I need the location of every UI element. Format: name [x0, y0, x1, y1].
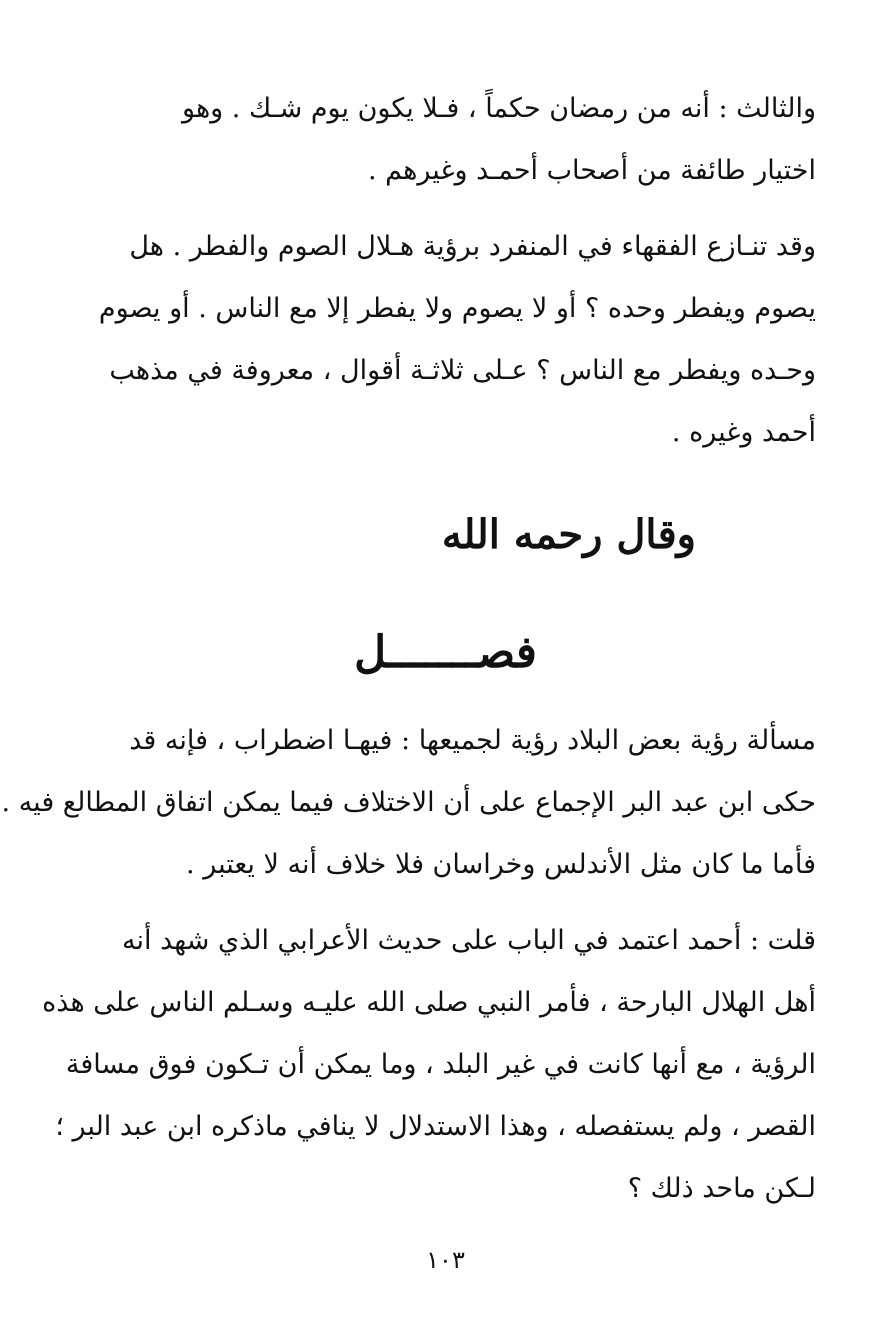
text-line: حكى ابن عبد البر الإجماع على أن الاختلاف فيما يمكن اتفاق المطالع فيه . — [1, 787, 816, 818]
text-line: وقد تنـازع الفقهاء في المنفرد برؤية هـلال الصوم والفطر . هل — [129, 231, 816, 262]
text-line: قلت : أحمد اعتمد في الباب على حديث الأعرابي الذي شهد أنه — [122, 925, 816, 956]
text-line: الرؤية ، مع أنها كانت في غير البلد ، وما يمكن أن تـكون فوق مسافة — [65, 1049, 816, 1080]
paragraph-ahmad-opinion — [42, 910, 816, 1220]
text-line: والثالث : أنه من رمضان حكماً ، فـلا يكون يوم شـك . وهو — [182, 93, 816, 124]
page-number: ١٠٣ — [426, 1246, 465, 1274]
text-line: أهل الهلال البارحة ، فأمر النبي صلى الله عليـه وسـلم الناس على هذه — [42, 987, 816, 1018]
fasl-title: فصـــــــل — [354, 627, 537, 678]
paragraph-moon-sighting-issue — [1, 710, 816, 896]
text-line: اختيار طائفة من أصحاب أحمـد وغيرهم . — [367, 155, 816, 186]
text-line: لـكن ماحد ذلك ؟ — [627, 1173, 816, 1204]
text-line: يصوم ويفطر وحده ؟ أو لا يصوم ولا يفطر إلا مع الناس . أو يصوم — [98, 293, 816, 324]
section-heading-waqal: وقال رحمه الله — [441, 511, 696, 558]
text-line: فأما ما كان مثل الأندلس وخراسان فلا خلاف أنه لا يعتبر . — [186, 849, 816, 880]
section-heading-fasl — [0, 618, 891, 688]
paragraph-third-opinion — [100, 78, 816, 202]
paragraph-jurists-dispute — [100, 216, 816, 464]
text-line: القصر ، ولم يستفصله ، وهذا الاستدلال لا ينافي ماذكره ابن عبد البر ؛ — [55, 1111, 816, 1142]
text-line: أحمد وغيره . — [671, 417, 816, 448]
text-line: وحـده ويفطر مع الناس ؟ عـلى ثلاثـة أقوال ، معروفة في مذهب — [109, 355, 816, 386]
text-line: مسألة رؤية بعض البلاد رؤية لجميعها : فيهـا اضطراب ، فإنه قد — [129, 725, 816, 756]
